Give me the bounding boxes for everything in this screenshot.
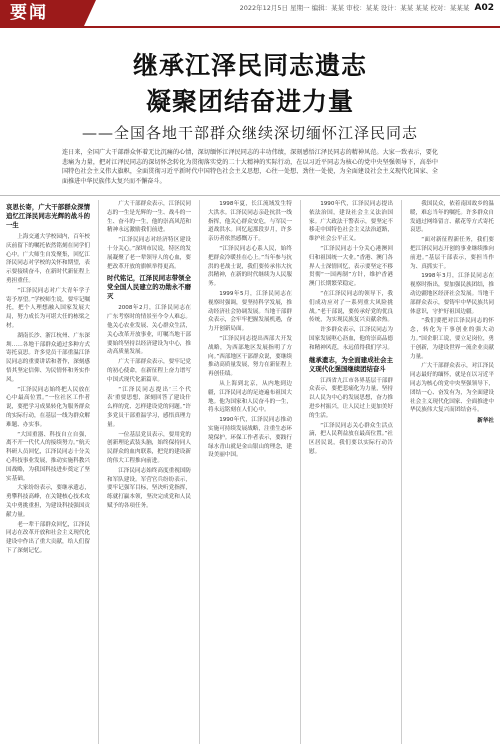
article-paragraph: “江泽民同志始终把人民放在心中最高位置。”一位社区工作者说，要把学习成果转化为服务群众的实际行动，在基层一线为群众解难题、办实事。 [6,386,90,428]
section-label: 要闻 [10,3,48,23]
article-column [6,200,90,744]
headline-line-2: 凝聚团结奋进力量 [145,87,354,116]
masthead-rule [0,26,500,28]
article-paragraph: 广大干部群众表示，要牢记党的初心使命，在新征程上奋力谱写中国式现代化新篇章。 [107,359,191,383]
article-paragraph: “江泽民同志关心群众生活点滴，把人民利益放在最高位置。”社区居民说，我们要以实际行动告慰。 [309,422,393,455]
section-tab [0,0,84,26]
article-column [208,200,292,744]
article-paragraph: 1998年3月，江泽民同志在视察时指出，要加强民族团结，推动边疆地区经济社会发展。当地干部群众表示，要铸牢中华民族共同体意识，守护好祖国边疆。 [410,273,494,315]
article-paragraph: “在江泽民同志的领导下，我们成功应对了一系列重大风险挑战。”老干部说，要传承好党的优良传统，为实现民族复兴贡献余热。 [309,290,393,324]
column-rule [98,200,99,744]
article-paragraph: 1999年5月，江泽民同志在视察时强调，要坚持科学发展，推动经济社会协调发展。当地干部群众表示，会牢牢把握发展机遇，奋力开创新局面。 [208,290,292,333]
section-heading: 继承遗志，为全面建成社会主义现代化强国继续团结奋斗 [309,355,393,373]
article-paragraph: 从上海到北京，从内地到边疆，江泽民同志的足迹遍布祖国大地。他为国家和人民奋斗的一生，将永远铭刻在人们心中。 [208,380,292,414]
headline-line-1: 继承江泽民同志遗志 [132,51,367,80]
section-tab-notch [84,0,96,26]
article-paragraph: 2008年2月，江泽民同志在广东考察时的情景至今令人难忘。他关心农业发展、关心群众生活，关心改革开放事业，叮嘱当地干部要始终坚持以经济建设为中心，推动高质量发展。 [107,305,191,356]
article-paragraph: “江泽民同志对经济特区建设十分关心。”深圳市民说，特区的发展凝聚了老一辈领导人的心血，要把改革开放的旗帜举得更高。 [107,237,191,270]
article-paragraph: “江泽民同志提出西部大开发战略，为西部地区发展指明了方向。”西部地区干部群众说，要继续推动高质量发展，努力在新征程上再创佳绩。 [208,335,292,378]
article-paragraph: “江泽民同志对广大青年学子寄予厚望。”学校师生说，要牢记嘱托，把个人理想融入国家发展大局，努力成长为可堪大任的栋梁之材。 [6,287,90,329]
article-paragraph: “江泽民同志十分关心港澳回归和祖国统一大业。”香港、澳门各界人士深情回忆，表示要坚定不移贯彻“一国两制”方针，维护香港澳门长期繁荣稳定。 [309,245,393,288]
article-paragraph: “面对新征程新任务，我们要把江泽民同志开创的事业继续推向前进。”基层干部表示，要担当作为、真抓实干。 [410,237,494,270]
article-paragraph: “我们要把对江泽民同志的怀念，转化为干事创业的强大动力。”国企职工说，要立足岗位，勇于创新，为建设世界一流企业贡献力量。 [410,318,494,360]
article-paragraph: 老一辈干部群众回忆，江泽民同志在改革开放和社会主义现代化建设中作出了重大贡献，给人们留下了深刻记忆。 [6,521,90,554]
issue-info [240,3,494,13]
article-column [410,200,494,744]
article-paragraph: 江西省九江市各界基层干部群众表示，要把悲痛化为力量，坚持以人民为中心的发展思想，奋力推进乡村振兴，让人民过上更加美好的生活。 [309,377,393,419]
article-paragraph: 我国民众，依着南国故乡的温暖，难忘当年的嘱托。许多群众自发通过网络留言、献花等方式寄托哀思。 [410,201,494,234]
article-paragraph: 大家纷纷表示，要继承遗志，勇攀科技高峰，在关键核心技术攻关中勇挑重担，为建设科技强国贡献力量。 [6,485,90,518]
masthead [0,0,500,30]
lead-divider [0,195,500,196]
headline [0,48,500,120]
article-paragraph: 1990年代，江泽民同志推动实施可持续发展战略，注重生态环境保护。环保工作者表示，要践行绿水青山就是金山银山的理念，建设美丽中国。 [208,417,292,459]
column-rule [199,200,200,744]
article-paragraph: “江泽民同志心系人民，始终把群众冷暖挂在心上。”当年参与抗洪的老战士说，我们要传承伟大抗洪精神，在新的时代继续为人民服务。 [208,245,292,288]
column-rule [401,200,402,744]
article-paragraph: 江泽民同志始终高度重视国防和军队建设。军营官兵纷纷表示，要牢记强军目标，坚决听党指挥，练就打赢本领，坚决完成党和人民赋予的各项任务。 [107,467,191,509]
article-paragraph: “大国重器、科技自立自强，离不开一代代人的接续努力。”航天科研人员回忆，江泽民同志十分关心科技事业发展，推动实施科教兴国战略，为我国科技进步奠定了坚实基础。 [6,431,90,482]
article-paragraph: 上海交通大学校园内，百年校庆前留下的嘱托依然铭刻在同学们心中。广大师生自发聚集，回忆江泽民同志对学校的关怀和期望，表示要接续奋斗，在新时代新征程上勇担重任。 [6,234,90,284]
column-rule [300,200,301,744]
article-paragraph: “江泽民同志提出‘三个代表’重要思想，深刻回答了建设什么样的党、怎样建设党的问题。”许多党员干部重温学习，感悟真理力量。 [107,386,191,428]
subheadline: ——全国各地干部群众继续深切缅怀江泽民同志 [81,124,418,142]
article-paragraph: 1990年代，江泽民同志提出依法治国，建设社会主义法治国家。广大政法干警表示，要坚定不移走中国特色社会主义法治道路，维护社会公平正义。 [309,201,393,243]
article-column [107,200,191,744]
section-heading: 哀思长寄，广大干部群众深情追忆江泽民同志光辉的战斗的一生 [6,203,90,229]
article-columns [6,200,494,744]
article-paragraph: 广大干部群众表示，对江泽民同志最好的缅怀，就是在以习近平同志为核心的党中央坚强领导下，团结一心、奋发有为，为全面建设社会主义现代化国家、全面推进中华民族伟大复兴而团结奋斗。 [410,363,494,414]
article-paragraph: 1998年夏，长江流域发生特大洪水。江泽民同志亲赴抗洪一线指挥，他关心群众安危，与军民一道战洪水。回忆起那段岁月，许多亲历者依然感慨万千。 [208,201,292,243]
lead-paragraph: 连日来，全国广大干部群众怀着无比沉痛的心情，深切缅怀江泽民同志的丰功伟绩，深刻感悟江泽民同志的精神风范。大家一致表示，要化悲痛为力量，把对江泽民同志的深切怀念转化为贯彻落实党的二十大精神的实际行动，在以习近平同志为核心的党中央坚强领导下，高举中国特色社会主义伟大旗帜，全面贯彻习近平新时代中国特色社会主义思想，心往一处想、劲往一处使，为全面建设社会主义现代化国家、全面推进中华民族伟大复兴而不懈奋斗。 [62,149,438,185]
page-number: A02 [474,3,494,13]
byline: 新华社 [477,418,494,425]
article-paragraph: 湖南长沙、浙江杭州、广东深圳……各地干部群众通过多种方式寄托哀思。许多党员干部重温江泽民同志的重要讲话和著作，深刻感悟其坚定信仰、为民情怀和务实作风。 [6,332,90,383]
article-paragraph: 许多群众表示，江泽民同志为国家发展呕心沥血，他的崇高品德和精神风范，永远值得我们学习。 [309,327,393,351]
issue-date-editors: 2022年12月5日 星期一 编辑：某某 审校：某某 设计：某某 某某 校对：某某某 [239,4,470,12]
article-column [309,200,393,744]
article-paragraph: 广大干部群众表示，江泽民同志的一生是光辉的一生、战斗的一生、奋斗的一生，他的崇高风范和精神永远激励我们前进。 [107,201,191,234]
section-heading: 时代铭记，江泽民同志带领全党全国人民建立的功勋永不磨灭 [107,274,191,301]
article-paragraph: 一位基层党员表示，要用党的创新理论武装头脑，始终保持同人民群众的血肉联系，把党的建设新的伟大工程推向前进。 [107,431,191,464]
